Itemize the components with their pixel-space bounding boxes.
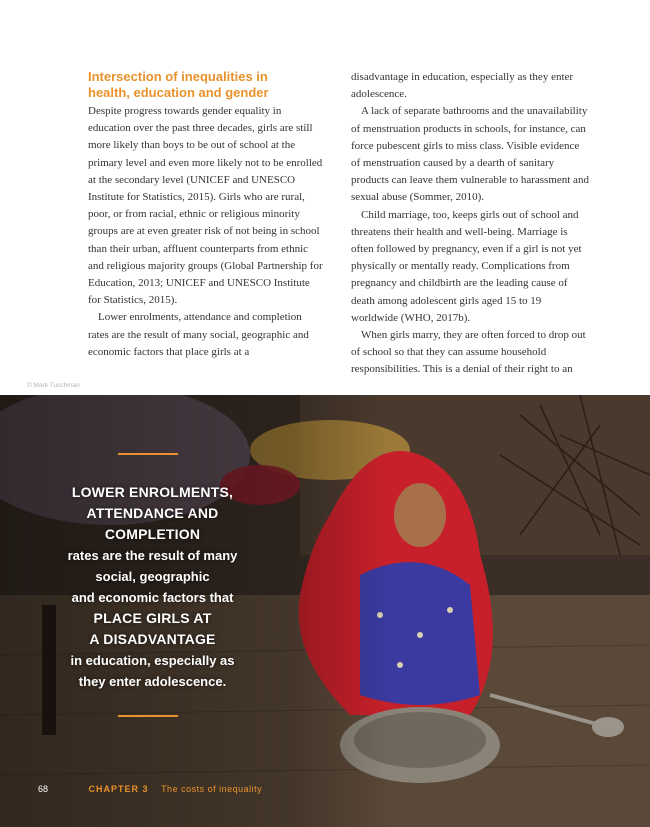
pullquote-line: and economic factors that xyxy=(71,590,234,605)
pullquote-line: rates are the result of many xyxy=(67,548,238,563)
paragraph: Child marriage, too, keeps girls out of school and threatens their health and well-being. Marriage is often followed by pregnancy, even if a girl is not yet physically or mentally ready. Complications from pregnancy and childbirth are the leading cause of death among adolescent girls aged 15 to 19 worldwide (WHO, 2017b). xyxy=(351,208,582,324)
heading-line-1: Intersection of inequalities in xyxy=(88,69,268,84)
page-footer xyxy=(38,784,262,794)
body-column-right xyxy=(351,69,591,379)
pullquote-line: social, geographic xyxy=(95,569,210,584)
page-number: 68 xyxy=(38,784,49,794)
pullquote-bottom-rule xyxy=(118,715,178,717)
pullquote-line: in education, especially as xyxy=(70,653,235,668)
pullquote xyxy=(20,482,285,692)
chapter-title: The costs of inequality xyxy=(161,784,263,794)
pullquote-line: LOWER ENROLMENTS, xyxy=(71,484,234,500)
pullquote-line: COMPLETION xyxy=(104,526,201,542)
photo-credit: © Mark Tuschman xyxy=(27,382,80,389)
pullquote-top-rule xyxy=(118,453,178,455)
pullquote-line: ATTENDANCE AND xyxy=(86,505,219,521)
section-heading xyxy=(88,69,318,101)
paragraph: A lack of separate bathrooms and the unavailability of menstruation products in schools, for instance, can force pubescent girls to miss class. Visible evidence of menstruation caused by a dearth of sanitary products can leave them vulnerable to harassment and sexual abuse (Sommer, 2010). xyxy=(351,105,589,204)
pullquote-line: they enter adolescence. xyxy=(78,674,227,689)
paragraph: When girls marry, they are often forced to drop out of school so that they can assume household responsibilities. This is a denial of their right to an xyxy=(351,329,586,376)
pullquote-line: PLACE GIRLS AT xyxy=(93,610,212,626)
chapter-label: CHAPTER 3 xyxy=(88,784,149,794)
paragraph: disadvantage in education, especially as they enter adolescence. xyxy=(351,71,574,101)
paragraph: Despite progress towards gender equality in education over the past three decades, girls are still more likely than boys to be out of school at the primary level and even more likely not to be enrolled at the secondary level (UNICEF and UNESCO Institute for Statistics, 2015). Girls who are rural, poor, or from racial, ethnic or religious minority groups are at even greater risk of not being in school than their urban, affluent counterparts from ethnic and religious majority groups (Global Partnership for Education, 2013; UNICEF and UNESCO Institute for Statistics, 2015). xyxy=(88,105,323,307)
pullquote-line: A DISADVANTAGE xyxy=(89,631,216,647)
heading-line-2: health, education and gender xyxy=(88,85,269,100)
paragraph: Lower enrolments, attendance and completion rates are the result of many social, geographic and economic factors that place girls at a xyxy=(88,311,309,358)
body-column-left xyxy=(88,103,323,361)
